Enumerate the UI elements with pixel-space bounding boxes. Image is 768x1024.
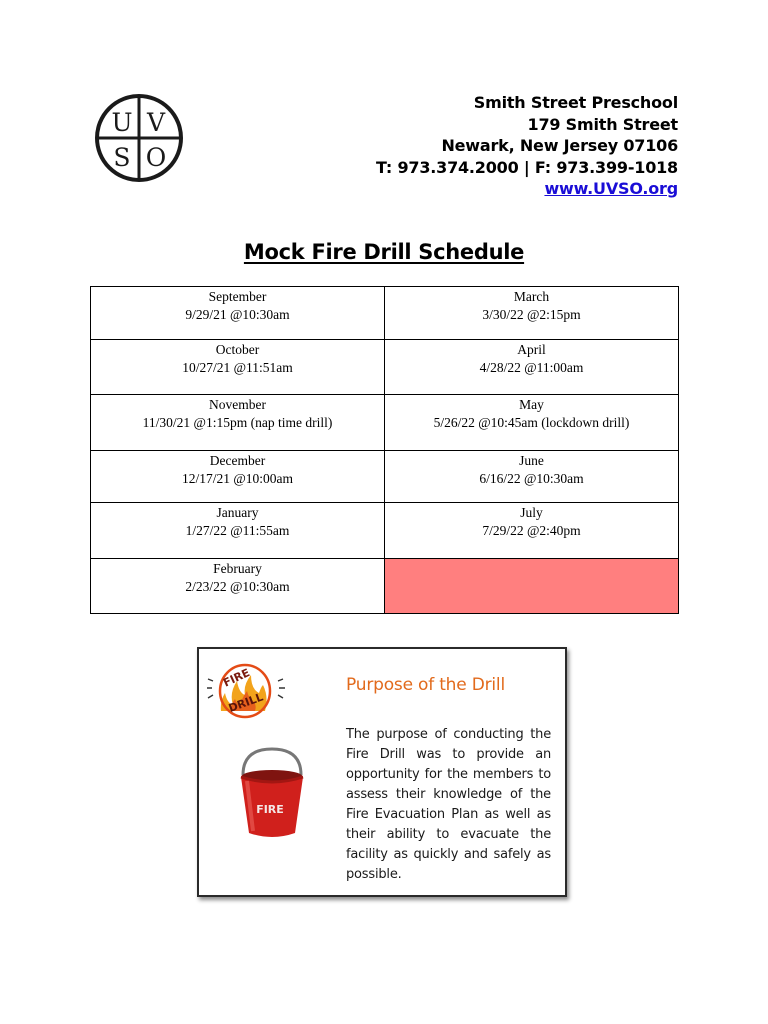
logo-letter: S [113,143,131,172]
school-name: Smith Street Preschool [473,93,678,112]
month-label: April [517,342,546,357]
drill-date: 7/29/22 @2:40pm [482,523,581,538]
drill-date: 4/28/22 @11:00am [479,360,584,375]
drill-date: 6/16/22 @10:30am [479,471,584,486]
phone-fax: T: 973.374.2000 | F: 973.399-1018 [376,157,678,177]
fire-drill-sign-icon [207,657,285,723]
city-state-zip: Newark, New Jersey 07106 [441,136,678,155]
drill-date: 2/23/22 @10:30am [185,579,290,594]
drill-date: 1/27/22 @11:55am [185,523,290,538]
schedule-cell [385,340,679,395]
schedule-cell [91,451,385,503]
logo-letter: U [111,108,133,137]
logo-letter: V [146,108,166,137]
schedule-cell [385,287,679,340]
schedule-cell [91,395,385,451]
month-label: October [215,342,260,357]
month-label: May [519,397,544,412]
fire-bucket-icon [233,747,311,843]
empty-highlighted-cell [385,559,679,614]
drill-date: 5/26/22 @10:45am (lockdown drill) [433,415,630,430]
purpose-heading: Purpose of the Drill [346,675,505,695]
bucket-label: FIRE [256,803,284,816]
sign-text: FIRE [221,666,252,690]
schedule-cell [385,395,679,451]
schedule-cell [91,340,385,395]
month-label: January [216,505,259,520]
website-link[interactable]: www.UVSO.org [544,179,678,198]
table-row [91,287,679,340]
month-label: March [513,289,550,304]
drill-schedule-table [90,286,679,614]
month-label: July [520,505,543,520]
month-label: June [519,453,544,468]
page-title [0,240,768,264]
table-row [91,503,679,559]
purpose-panel [197,647,567,897]
table-row [91,395,679,451]
schedule-cell [91,503,385,559]
table-row [91,559,679,614]
table-row [91,451,679,503]
uvso-logo [94,92,184,184]
month-label: December [209,453,266,468]
street-address: 179 Smith Street [527,114,678,134]
schedule-cell [91,287,385,340]
letterhead [376,92,678,200]
month-label: February [213,561,262,576]
sign-text: DRILL [226,690,265,715]
page-title-text: Mock Fire Drill Schedule [243,240,525,264]
schedule-cell [385,503,679,559]
drill-date: 11/30/21 @1:15pm (nap time drill) [142,415,333,430]
month-label: September [208,289,267,304]
drill-date: 12/17/21 @10:00am [181,471,294,486]
month-label: November [209,397,266,412]
purpose-body-text: The purpose of conducting the Fire Drill was to provide an opportunity for the members to assess their knowledge of the Fire Evacuation Plan as well as their ability to evacuate the facility as quickly and safely as possible. [346,727,551,882]
schedule-cell [385,451,679,503]
logo-letter: O [145,143,167,172]
drill-date: 3/30/22 @2:15pm [482,307,581,322]
schedule-cell [91,559,385,614]
drill-date: 10/27/21 @11:51am [182,360,293,375]
drill-date: 9/29/21 @10:30am [185,307,290,322]
table-row [91,340,679,395]
